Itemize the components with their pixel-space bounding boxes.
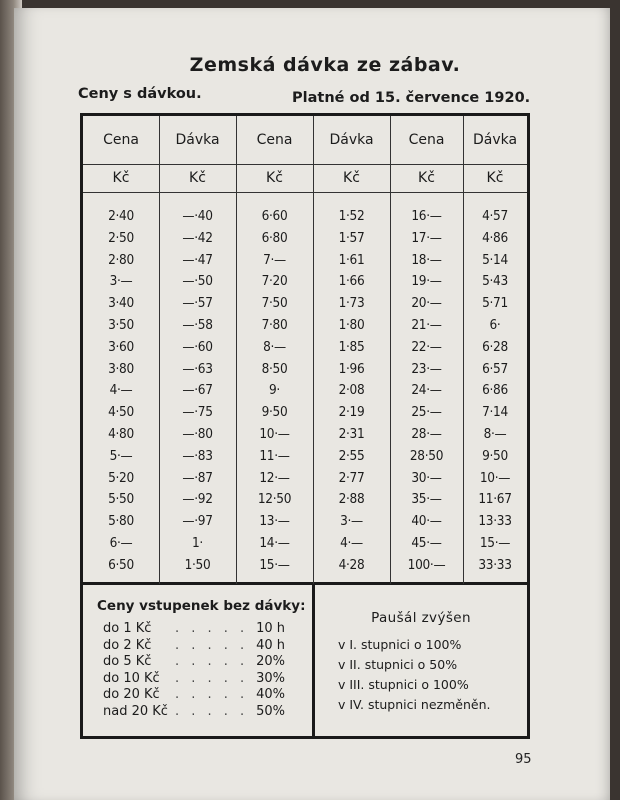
table-cell: 1·52 (338, 208, 365, 224)
table-cell: 4·80 (108, 426, 134, 442)
table-cell: 8·— (263, 338, 286, 355)
table-cell: 11·67 (478, 491, 512, 508)
pausal-row: v III. stupnici o 100% (338, 677, 469, 692)
column-unit: Kč (266, 170, 283, 186)
ticket-label: do 5 Kč (103, 654, 152, 669)
table-cell: —·50 (182, 273, 213, 290)
table-cell: 8·50 (261, 360, 288, 377)
ticket-value: 40% (256, 687, 285, 702)
column-unit: Kč (486, 170, 504, 186)
table-cell: —·67 (182, 382, 213, 399)
table-cell: 3·— (109, 273, 133, 290)
table-cell: —·60 (182, 338, 213, 355)
ticket-label: do 1 Kč (103, 621, 152, 636)
ticket-value: 50% (256, 703, 285, 719)
column-header: Cena (103, 132, 139, 148)
table-cell: 1·85 (338, 338, 365, 355)
column-header: Cena (256, 132, 293, 148)
table-cell: 7·80 (261, 317, 288, 333)
column-unit: Kč (418, 170, 435, 186)
table-cell: 6·28 (482, 338, 508, 355)
table-cell: 2·88 (338, 491, 365, 508)
table-cell: 2·08 (338, 382, 365, 399)
table-cell: 5·20 (108, 469, 134, 486)
table-cell: —·87 (182, 469, 213, 486)
table-cell: 6·— (109, 535, 133, 551)
table-cell: 2·40 (108, 208, 134, 224)
table-cell: 30·— (411, 469, 442, 486)
table-cell: 6·60 (261, 208, 288, 224)
table-cell: 4·— (340, 535, 363, 551)
table-cell: 5·14 (482, 251, 508, 268)
ticket-label: do 10 Kč (103, 670, 160, 686)
table-cell: 9· (269, 382, 280, 399)
ticket-dots: . . . . . (175, 621, 249, 636)
bottom-divider (312, 584, 315, 736)
table-cell: 2·77 (338, 469, 365, 486)
table-cell: —·75 (182, 404, 213, 421)
table-cell: 9·50 (482, 447, 508, 464)
ticket-row (103, 687, 303, 702)
ticket-value: 10 h (256, 621, 285, 636)
table-cell: 33·33 (478, 556, 512, 573)
ticket-value: 30% (256, 670, 285, 686)
page-title: Zemská dávka ze zábav. (189, 54, 461, 76)
table-cell: 6·57 (482, 360, 508, 377)
table-cell: 7·20 (261, 273, 288, 290)
table-cell: —·47 (182, 251, 213, 268)
table-bottom-rule (83, 582, 527, 585)
table-cell: 3·— (340, 513, 363, 530)
table-cell: 2·80 (108, 251, 134, 268)
table-cell: 15·— (479, 535, 511, 551)
table-cell: 7·14 (482, 404, 508, 421)
table-cell: 21·— (411, 317, 442, 333)
table-cell: 2·55 (338, 447, 365, 464)
table-cell: 5·71 (482, 295, 508, 312)
table-cell: 6·80 (261, 229, 288, 246)
table-cell: 45·— (411, 535, 442, 551)
table-cell: 1·80 (338, 317, 365, 333)
ticket-label: nad 20 Kč (103, 703, 168, 719)
table-cell: 6· (489, 317, 501, 333)
table-cell: 23·— (411, 360, 442, 377)
ticket-row (103, 621, 303, 636)
table-cell: 6·50 (108, 556, 134, 573)
column-unit: Kč (189, 170, 206, 186)
table-cell: 2·19 (338, 404, 365, 421)
ticket-label: do 2 Kč (103, 637, 152, 653)
column-header: Dávka (329, 132, 374, 148)
page-number: 95 (515, 752, 532, 767)
table-cell: 1·50 (184, 556, 211, 573)
table-cell: 4·86 (482, 229, 508, 246)
ticket-dots: . . . . . (175, 687, 249, 702)
tickets-title: Ceny vstupenek bez dávky: (97, 598, 306, 614)
pausal-title: Paušál zvýšen (371, 610, 471, 626)
table-cell: 1·73 (338, 295, 365, 312)
ticket-row (103, 671, 303, 686)
table-cell: 17·— (411, 229, 442, 246)
ticket-label: do 20 Kč (103, 687, 160, 702)
table-cell: 7·50 (261, 295, 288, 312)
unit-rule (83, 192, 527, 193)
table-cell: —·80 (182, 426, 213, 442)
table-cell: 6·86 (482, 382, 508, 399)
table-cell: 5·— (109, 447, 133, 464)
table-cell: 20·— (411, 295, 442, 312)
table-cell: —·63 (182, 360, 213, 377)
table-cell: —·92 (182, 491, 213, 508)
table-cell: 18·— (411, 251, 442, 268)
table-cell: 28·50 (409, 447, 444, 464)
ticket-value: 20% (256, 654, 285, 669)
table-cell: 7·— (263, 251, 286, 268)
table-cell: 1·61 (338, 251, 365, 268)
ticket-row (103, 638, 303, 653)
table-cell: 28·— (411, 426, 442, 442)
ticket-dots: . . . . . (175, 654, 249, 669)
table-cell: 11·— (259, 447, 290, 464)
table-cell: 3·40 (108, 295, 134, 312)
table-cell: 9·50 (261, 404, 288, 421)
table-cell: 4·57 (482, 208, 508, 224)
table-cell: 12·50 (257, 491, 292, 508)
pausal-row: v I. stupnici o 100% (338, 637, 462, 652)
table-cell: —·42 (182, 229, 213, 246)
table-cell: —·83 (182, 447, 213, 464)
table-cell: —·97 (182, 513, 213, 530)
table-cell: 25·— (411, 404, 442, 421)
table-cell: 16·— (411, 208, 442, 224)
table-cell: 24·— (411, 382, 442, 399)
table-cell: —·57 (182, 295, 213, 312)
tax-table (80, 113, 530, 739)
column-unit: Kč (112, 170, 130, 186)
table-cell: 5·43 (482, 273, 508, 290)
subtitle-valid-from: Platné od 15. července 1920. (292, 90, 531, 106)
table-cell: 19·— (411, 273, 442, 290)
table-cell: 10·— (479, 469, 511, 486)
table-cell: 8·— (483, 426, 507, 442)
pausal-row: v IV. stupnici nezměněn. (338, 697, 491, 712)
table-cell: 3·80 (108, 360, 134, 377)
table-cell: 15·— (259, 556, 290, 573)
table-cell: 1·96 (338, 360, 365, 377)
table-cell: 35·— (411, 491, 442, 508)
table-cell: 40·— (411, 513, 442, 530)
header-rule (83, 164, 527, 165)
ticket-dots: . . . . . (175, 703, 249, 719)
table-cell: 4·28 (338, 556, 365, 573)
table-cell: 5·50 (108, 491, 134, 508)
table-cell: 4·50 (108, 404, 134, 421)
table-cell: 13·33 (478, 513, 512, 530)
column-header: Cena (408, 132, 445, 148)
table-cell: —·40 (182, 208, 213, 224)
table-cell: 12·— (259, 469, 290, 486)
table-cell: 1· (192, 535, 203, 551)
ticket-row (103, 704, 303, 719)
ticket-dots: . . . . . (175, 637, 249, 653)
column-header: Dávka (472, 132, 518, 148)
table-cell: 2·31 (338, 426, 365, 442)
table-cell: 13·— (259, 513, 290, 530)
table-cell: 1·57 (338, 229, 365, 246)
pausal-row: v II. stupnici o 50% (338, 657, 458, 672)
table-cell: 3·60 (108, 338, 134, 355)
table-cell: 4·— (109, 382, 133, 399)
table-cell: 5·80 (108, 513, 134, 530)
column-header: Dávka (175, 132, 220, 148)
subtitle-prices: Ceny s dávkou. (78, 86, 202, 102)
table-cell: 14·— (259, 535, 290, 551)
table-cell: 22·— (411, 338, 442, 355)
table-cell: 2·50 (108, 229, 134, 246)
table-cell: —·58 (182, 317, 213, 333)
column-unit: Kč (343, 170, 360, 186)
ticket-row (103, 654, 303, 669)
ticket-dots: . . . . . (175, 670, 249, 686)
table-cell: 3·50 (108, 317, 134, 333)
table-cell: 100·— (407, 556, 446, 573)
ticket-value: 40 h (256, 637, 285, 653)
table-cell: 10·— (259, 426, 290, 442)
table-cell: 1·66 (338, 273, 365, 290)
